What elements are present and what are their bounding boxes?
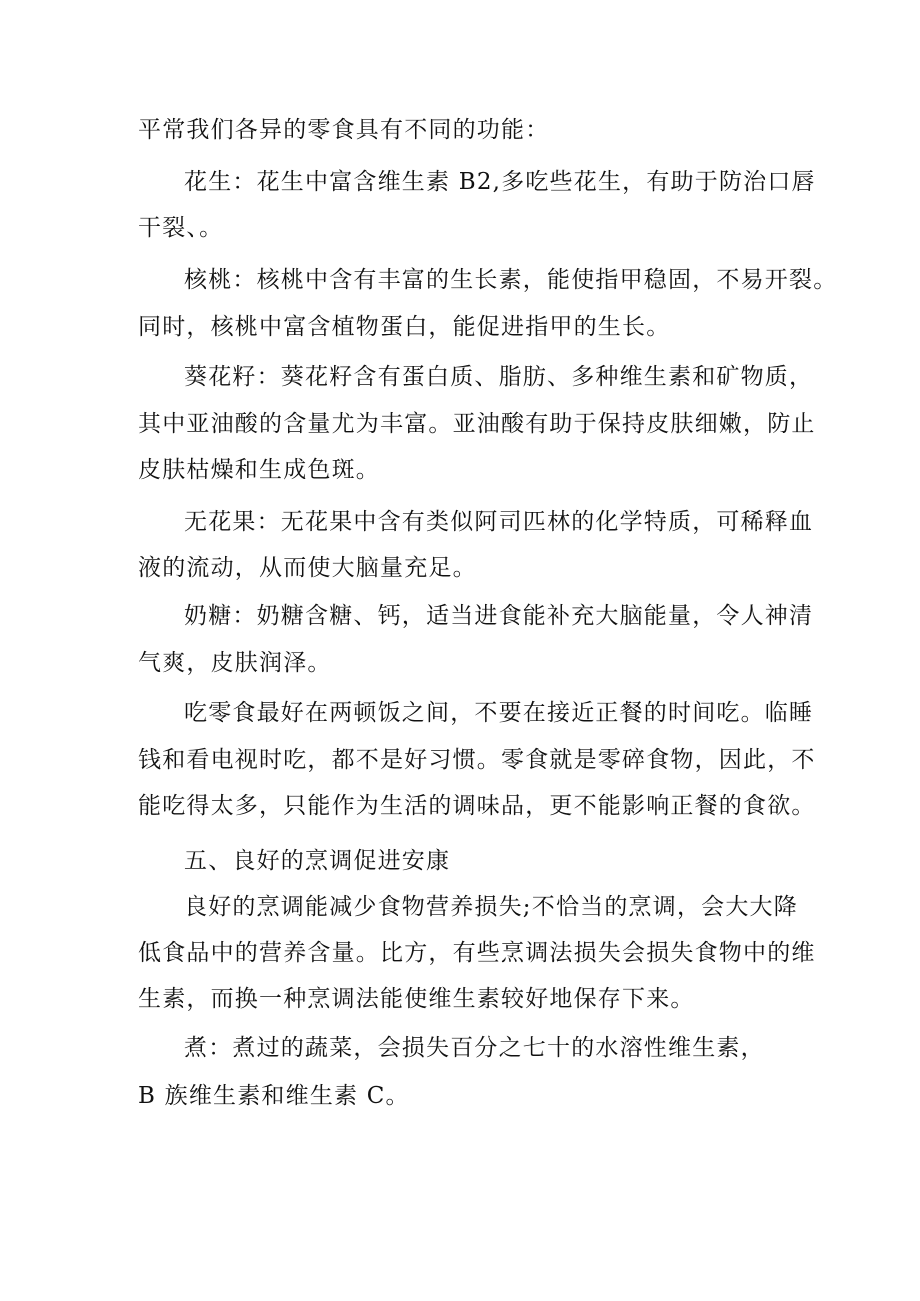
toffee-paragraph-line-2: 气爽，皮肤润泽。 — [138, 650, 332, 676]
peanut-paragraph-line-1: 花生：花生中富含维生素 B2,多吃些花生，有助于防治口唇 — [184, 169, 816, 195]
boiling-paragraph-line-1: 煮：煮过的蔬菜，会损失百分之七十的水溶性维生素， — [184, 1035, 765, 1061]
boiling-paragraph-line-2: B 族维生素和维生素 C。 — [138, 1083, 410, 1109]
walnut-paragraph-line-2: 同时，核桃中富含植物蛋白，能促进指甲的生长。 — [138, 314, 671, 340]
sunflower-paragraph-line-1: 葵花籽：葵花籽含有蛋白质、脂肪、多种维生素和矿物质， — [184, 364, 814, 390]
walnut-paragraph-line-1: 核桃：核桃中含有丰富的生长素，能使指甲稳固，不易开裂。 — [184, 267, 838, 293]
intro-line: 平常我们各异的零食具有不同的功能： — [138, 117, 550, 143]
cooking-paragraph-line-2: 低食品中的营养含量。比方，有些烹调法损失会损失食物中的维 — [138, 940, 816, 966]
cooking-paragraph-line-1: 良好的烹调能减少食物营养损失;不恰当的烹调，会大大降 — [184, 894, 798, 920]
section-heading: 五、良好的烹调促进安康 — [184, 848, 451, 874]
peanut-paragraph-line-2: 干裂、。 — [138, 215, 224, 241]
snack-timing-paragraph-line-2: 钱和看电视时吃，都不是好习惯。零食就是零碎食物，因此，不 — [138, 747, 816, 773]
cooking-paragraph-line-3: 生素，而换一种烹调法能使维生素较好地保存下来。 — [138, 986, 695, 1012]
sunflower-paragraph-line-2: 其中亚油酸的含量尤为丰富。亚油酸有助于保持皮肤细嫩，防止 — [138, 411, 816, 437]
toffee-paragraph-line-1: 奶糖：奶糖含糖、钙，适当进食能补充大脑能量，令人神清 — [184, 603, 814, 629]
snack-timing-paragraph-line-3: 能吃得太多，只能作为生活的调味品，更不能影响正餐的食欲。 — [138, 793, 816, 819]
snack-timing-paragraph-line-1: 吃零食最好在两顿饭之间，不要在接近正餐的时间吃。临睡 — [184, 700, 814, 726]
fig-paragraph-line-1: 无花果：无花果中含有类似阿司匹林的化学特质，可稀释血 — [184, 509, 814, 535]
fig-paragraph-line-2: 液的流动，从而使大脑量充足。 — [138, 555, 477, 581]
sunflower-paragraph-line-3: 皮肤枯燥和生成色斑。 — [138, 457, 380, 483]
